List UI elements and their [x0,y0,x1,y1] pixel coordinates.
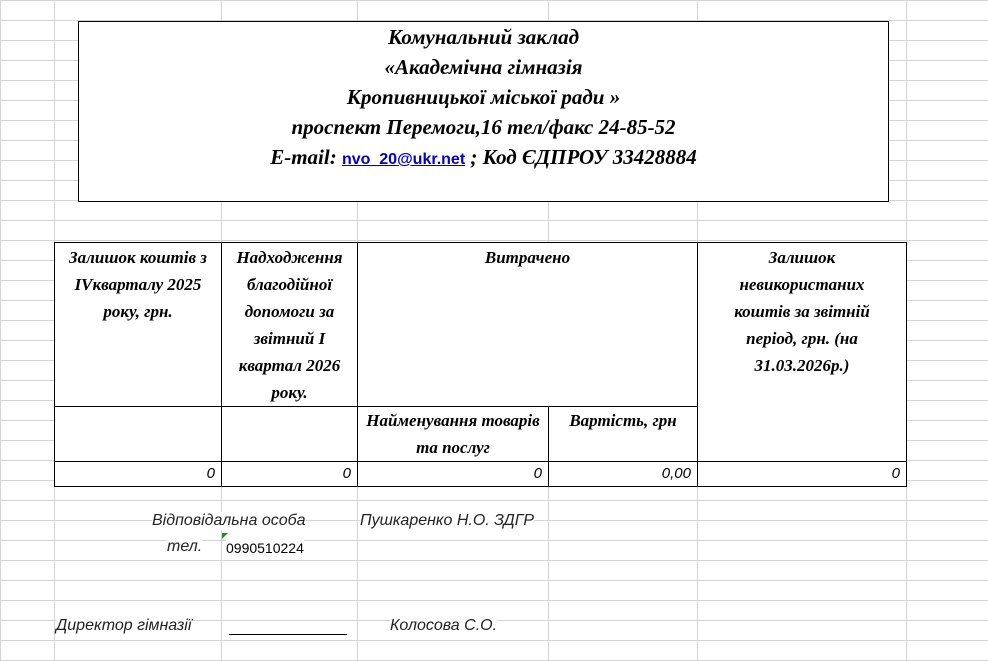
header-balance-end-text: Залишок невикористаних коштів за звітній період, грн. (на 31.03.2026р.) [734,248,870,375]
header-line-1: Комунальний заклад [387,25,580,49]
edrpou-code: ; Код ЄДПРОУ 33428884 [465,145,697,169]
email-link[interactable]: nvo_20@ukr.net [341,151,466,168]
header-receipts-text: Надходження благодійної допомоги за звітний І квартал 2026 року. [236,248,343,402]
header-line-3: Кропивницької міської ради » [346,85,621,109]
header-balance-start-text: Залишок коштів з ІVкварталу 2025 року, грн. [69,248,207,321]
subheader-cell-items[interactable] [358,407,549,462]
responsible-person-name[interactable]: Пушкаренко Н.О. ЗДГР [360,512,535,529]
header-cell-spent[interactable] [358,243,698,407]
responsible-person-label[interactable]: Відповідальна особа [152,512,306,529]
institution-header-box[interactable] [78,21,889,202]
header-cell-balance-end[interactable] [698,243,907,462]
header-address-line: проспект Перемоги,16 тел/факс 24-85-52 [291,115,676,139]
subheader-items-text: Найменування товарів та послуг [366,411,540,457]
value-cell-cost[interactable]: 0,00 [549,462,698,487]
empty-subheader-cell[interactable] [222,407,358,462]
subheader-cost-text: Вартість, грн [569,411,677,430]
header-line-2: «Академічна гімназія [384,55,583,79]
empty-subheader-cell[interactable] [55,407,222,462]
director-name[interactable]: Колосова С.О. [390,617,498,634]
phone-label[interactable]: тел. [167,538,203,555]
director-label[interactable]: Директор гімназії [56,617,192,634]
signature-line [229,634,347,635]
value-cell-balance-start[interactable]: 0 [55,462,222,487]
email-label: E-mail: [270,145,342,169]
funds-report-table [54,242,907,487]
header-spent-text: Витрачено [484,248,571,267]
subheader-cell-cost[interactable] [549,407,698,462]
header-contact-line [79,142,888,175]
phone-number[interactable]: 0990510224 [226,540,304,556]
header-cell-receipts[interactable] [222,243,358,407]
cell-comment-marker [222,533,228,539]
value-cell-balance-end[interactable]: 0 [698,462,907,487]
header-cell-balance-start[interactable] [55,243,222,407]
value-cell-items[interactable]: 0 [358,462,549,487]
value-cell-receipts[interactable]: 0 [222,462,358,487]
